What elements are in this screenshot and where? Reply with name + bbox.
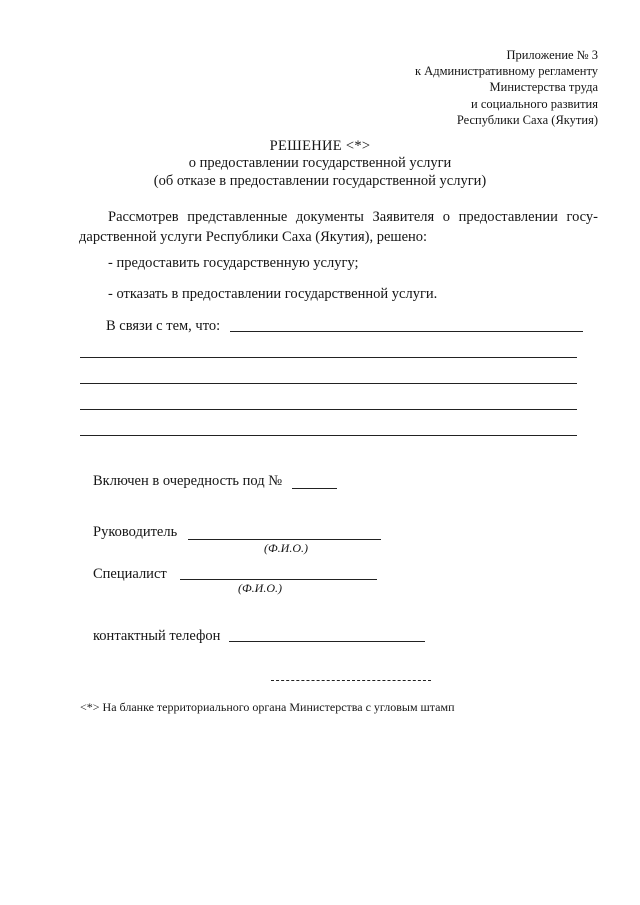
footnote-separator	[271, 680, 431, 681]
reason-line-1[interactable]	[230, 331, 583, 332]
footnote: <*> На бланке территориального органа Министерства с угловым штамп	[80, 700, 455, 714]
option-grant: - предоставить государственную услугу;	[108, 255, 359, 271]
appendix-line: к Административному регламенту	[414, 64, 598, 79]
reason-line-5[interactable]	[80, 435, 577, 436]
contact-label: контактный телефон	[93, 628, 221, 644]
document-subtitle-alt: (об отказе в предоставлении государственной услуги)	[153, 173, 487, 189]
head-signature-line[interactable]	[188, 539, 381, 540]
specialist-caption: (Ф.И.О.)	[238, 581, 282, 595]
intro-line-1: Рассмотрев представленные документы Заявителя о предоставлении госу-	[108, 209, 598, 225]
head-caption: (Ф.И.О.)	[264, 541, 308, 555]
appendix-line: Республики Саха (Якутия)	[456, 112, 598, 127]
contact-phone-line[interactable]	[229, 641, 425, 642]
specialist-label: Специалист	[93, 566, 167, 582]
appendix-line: и социального развития	[471, 96, 598, 111]
intro-line-2: дарственной услуги Республики Саха (Якутия), решено:	[79, 229, 428, 245]
queue-label: Включен в очередность под №	[93, 473, 283, 489]
option-refuse: - отказать в предоставлении государственной услуги.	[108, 286, 438, 302]
appendix-note	[415, 47, 598, 128]
queue-number-line[interactable]	[292, 488, 337, 489]
specialist-signature-line[interactable]	[180, 579, 377, 580]
appendix-line: Приложение № 3	[506, 48, 598, 62]
reason-line-3[interactable]	[80, 383, 577, 384]
appendix-line: Министерства труда	[489, 80, 598, 95]
reason-line-4[interactable]	[80, 409, 577, 410]
reason-line-2[interactable]	[80, 357, 577, 358]
head-label: Руководитель	[93, 524, 178, 540]
reason-label: В связи с тем, что:	[106, 318, 221, 334]
intro-paragraph	[79, 207, 598, 247]
document-subtitle: о предоставлении государственной услуги	[188, 155, 452, 171]
document-title: РЕШЕНИЕ <*>	[269, 138, 371, 154]
